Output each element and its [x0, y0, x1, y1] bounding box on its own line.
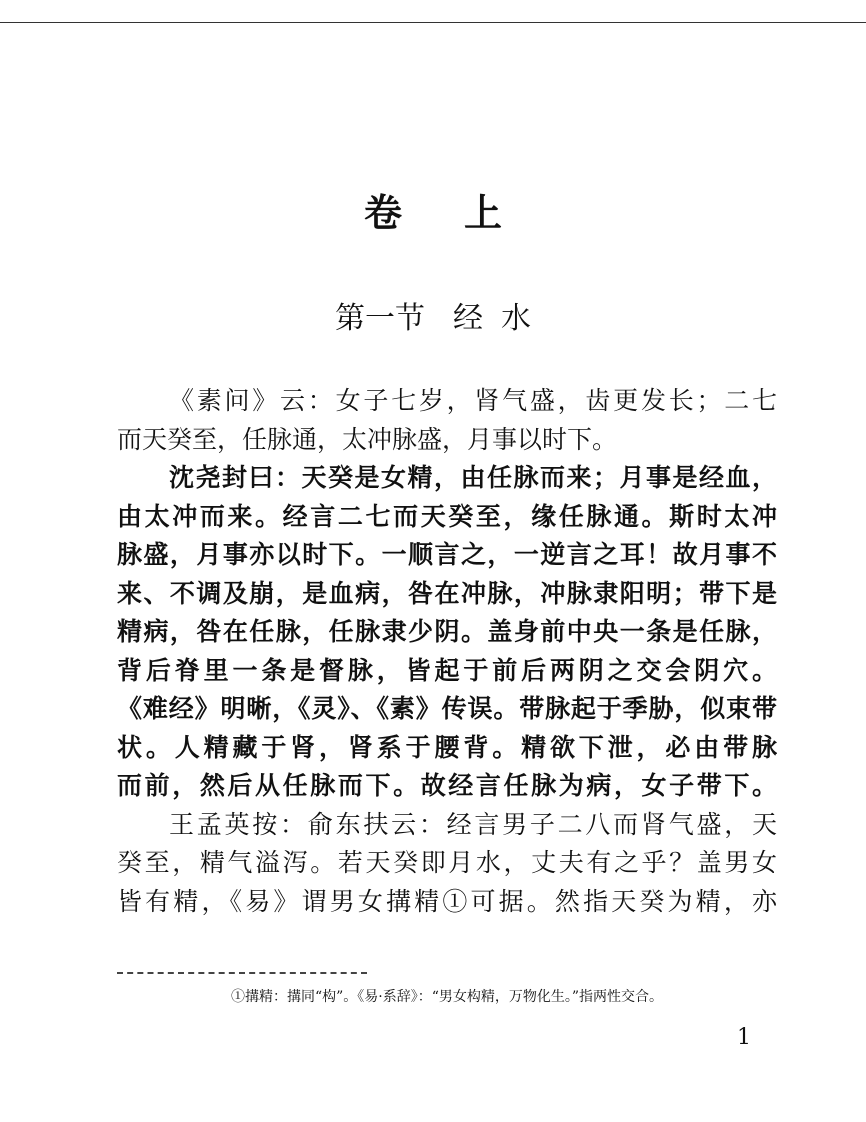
text-line: 而前，然后从任脉而下。故经言任脉为病，女子带下。 [117, 771, 777, 800]
text-line: 来、不调及崩，是血病，咎在冲脉，冲脉隶阳明；带下是 [117, 578, 777, 608]
page-number: 1 [737, 1025, 751, 1050]
text-line: 《素问》云：女子七岁，肾气盛，齿更发长；二七 [169, 386, 777, 415]
text-line: 脉盛，月事亦以时下。一顺言之，一逆言之耳！故月事不 [117, 540, 777, 569]
text-line: 癸至，精气溢泻。若天癸即月水，丈夫有之乎？盖男女 [117, 848, 777, 877]
section-name-part-2: 水 [501, 301, 531, 336]
text-line: 《难经》明晰，《灵》、《素》传误。带脉起于季胁，似束带 [117, 694, 777, 723]
footnote: ①搆精：搆同“构”。《易·系辞》：“男女构精，万物化生。”指两性交合。 [230, 989, 664, 1005]
text-line: 而天癸至，任脉通，太冲脉盛，月事以时下。 [117, 424, 618, 454]
text-line: 精病，咎在任脉，任脉隶少阴。盖身前中央一条是任脉， [117, 617, 777, 646]
text-line: 王孟英按：俞东扶云：经言男子二八而肾气盛，天 [169, 809, 777, 839]
section-title [0, 298, 866, 340]
volume-title: 卷上 [363, 190, 564, 235]
main-text [117, 382, 777, 921]
text-line: 状。人精藏于肾，肾系于腰背。精欲下泄，必由带脉 [117, 732, 777, 762]
top-rule [0, 22, 866, 23]
section-number: 第一节 [335, 301, 425, 336]
text-line: 皆有精，《易》谓男女搆精①可据。然指天癸为精，亦 [117, 886, 777, 916]
footnote-divider [117, 972, 367, 974]
text-line: 由太冲而来。经言二七而天癸至，缘任脉通。斯时太冲 [117, 501, 777, 531]
text-line: 背后脊里一条是督脉，皆起于前后两阴之交会阴穴。 [117, 655, 777, 685]
section-name-part-1: 经 [453, 301, 483, 336]
text-line: 沈尧封曰：天癸是女精，由任脉而来；月事是经血， [169, 463, 777, 492]
